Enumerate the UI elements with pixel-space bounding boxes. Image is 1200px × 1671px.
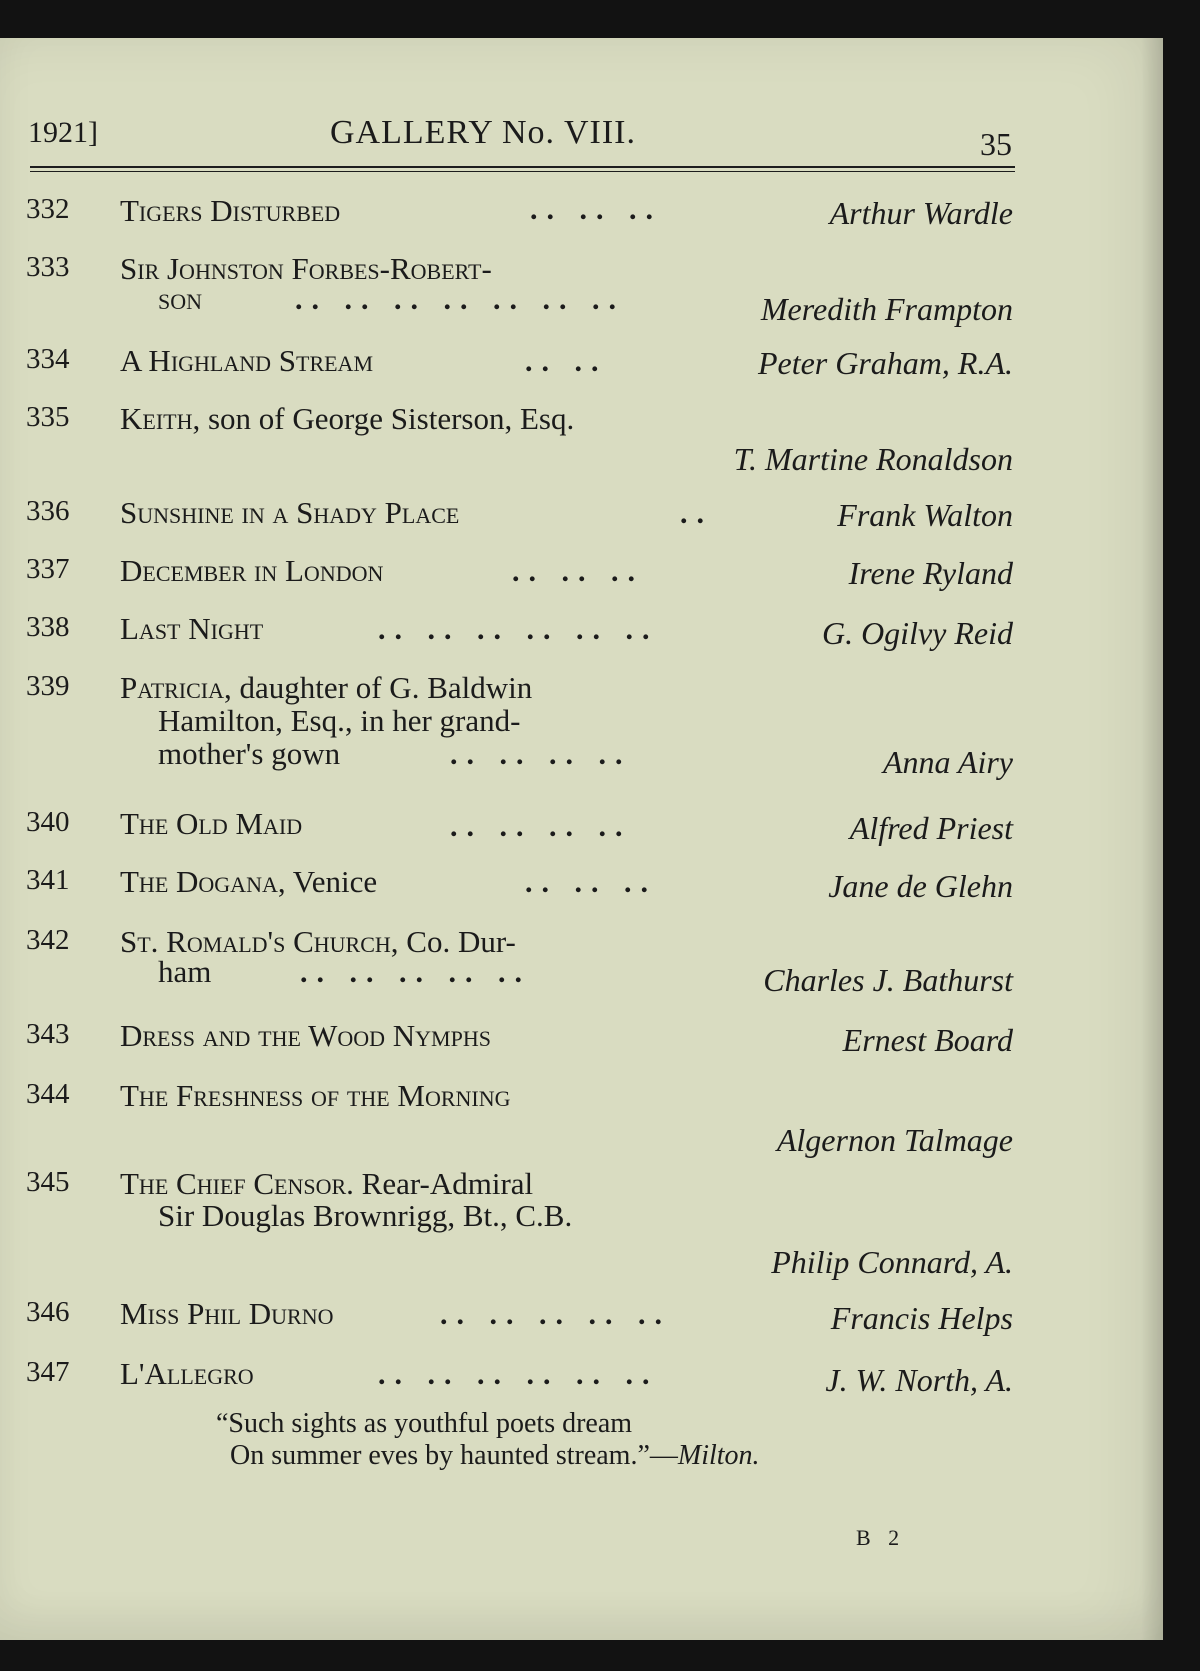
entry-artist: Francis Helps [830, 1300, 1013, 1336]
entry-title-rest: daughter of G. Baldwin [231, 670, 533, 705]
entry-title: The Freshness of the Morning [120, 1078, 511, 1113]
quote-line-2 [230, 1440, 760, 1472]
gallery-title: GALLERY No. VIII. [330, 114, 636, 151]
quote-line-1: “Such sights as youthful poets dream [216, 1408, 633, 1439]
entry-title: Tigers Disturbed [120, 193, 341, 228]
leader-dots: .. [680, 497, 713, 530]
entry-title-subject: Patricia, [120, 670, 232, 705]
entry-artist: Algernon Talmage [776, 1122, 1013, 1158]
entry-title [120, 864, 377, 900]
entry-artist: Irene Ryland [848, 555, 1013, 591]
entry-title-continued: mother's gown [158, 736, 341, 771]
entry-artist: Ernest Board [842, 1022, 1013, 1058]
entry-title: Sunshine in a Shady Place [120, 495, 460, 530]
page-edge-shadow [1141, 38, 1163, 1640]
leader-dots: .. .. .. .. .. .. [378, 1358, 659, 1391]
entry-number: 342 [26, 924, 70, 956]
quote-text: On summer eves by haunted stream.”— [230, 1440, 678, 1471]
quote-author: Milton. [677, 1440, 760, 1471]
entry-title: Dress and the Wood Nymphs [120, 1018, 491, 1053]
entry-title-rest: Rear-Admiral [353, 1166, 534, 1201]
entry-artist: Frank Walton [837, 497, 1013, 533]
entry-number: 332 [26, 193, 70, 225]
entry-artist: J. W. North, A. [825, 1362, 1013, 1398]
catalogue-page [0, 38, 1163, 1640]
entry-number: 333 [26, 251, 70, 283]
entry-number: 335 [26, 401, 70, 433]
leader-dots: .. .. .. [525, 866, 657, 899]
entry-title: L'Allegro [120, 1356, 254, 1391]
entry-artist: Jane de Glehn [828, 868, 1013, 904]
header-rule [30, 166, 1015, 168]
entry-number: 337 [26, 553, 70, 585]
entry-artist: Meredith Frampton [760, 291, 1013, 327]
entry-title-continued: Sir Douglas Brownrigg, Bt., C.B. [158, 1198, 573, 1233]
entry-number: 343 [26, 1018, 70, 1050]
entry-artist: Peter Graham, R.A. [757, 345, 1013, 381]
entry-number: 341 [26, 864, 70, 896]
entry-title [120, 670, 532, 706]
leader-dots: .. .. .. .. .. [300, 956, 531, 989]
leader-dots: .. .. .. .. [450, 810, 632, 843]
leader-dots: .. .. [525, 345, 608, 378]
entry-number: 346 [26, 1296, 70, 1328]
entry-title-subject: Keith, [120, 401, 201, 436]
entry-artist: T. Martine Ronaldson [733, 441, 1013, 477]
entry-number: 340 [26, 806, 70, 838]
entry-artist: Philip Connard, A. [771, 1244, 1013, 1280]
entry-artist: Anna Airy [882, 744, 1013, 780]
header-rule-thin [30, 171, 1015, 172]
entry-title: December in London [120, 553, 384, 588]
entry-artist: Charles J. Bathurst [763, 962, 1013, 998]
leader-dots: .. .. .. [530, 193, 662, 226]
entry-number: 345 [26, 1166, 70, 1198]
entry-title: A Highland Stream [120, 343, 374, 378]
entry-title: Last Night [120, 611, 264, 646]
leader-dots: .. .. .. .. .. .. [378, 613, 659, 646]
entry-title: Miss Phil Durno [120, 1296, 334, 1331]
entry-number: 338 [26, 611, 70, 643]
entry-number: 334 [26, 343, 70, 375]
entry-title [120, 401, 574, 437]
entry-number: 347 [26, 1356, 70, 1388]
page-number: 35 [980, 126, 1012, 162]
entry-title-rest: son of George Sisterson, Esq. [200, 401, 575, 436]
header-year: 1921] [28, 116, 98, 149]
entry-title-continued: Hamilton, Esq., in her grand- [158, 703, 521, 738]
entry-title-rest: Co. Dur- [398, 924, 516, 959]
entry-title-continued: son [158, 281, 203, 316]
leader-dots: .. .. .. [512, 555, 644, 588]
leader-dots: .. .. .. .. .. [440, 1298, 671, 1331]
entry-title-subject: The Chief Censor. [120, 1166, 354, 1201]
entry-title: Sir Johnston Forbes-Robert- [120, 251, 492, 286]
leader-dots: .. .. .. .. .. .. .. [295, 283, 625, 316]
entry-artist: G. Ogilvy Reid [821, 615, 1013, 651]
entry-number: 339 [26, 670, 70, 702]
entry-artist: Alfred Priest [849, 810, 1013, 846]
entry-title [120, 1166, 533, 1202]
entry-number: 344 [26, 1078, 70, 1110]
entry-title-rest: Venice [285, 864, 378, 899]
leader-dots: .. .. .. .. [450, 738, 632, 771]
entry-title-continued: ham [158, 954, 212, 989]
entry-title-subject: The Dogana, [120, 864, 286, 899]
signature-mark: B 2 [856, 1525, 906, 1550]
entry-number: 336 [26, 495, 70, 527]
entry-title-subject: St. Romald's Church, [120, 924, 399, 959]
entry-title: The Old Maid [120, 806, 303, 841]
entry-artist: Arthur Wardle [829, 195, 1013, 231]
